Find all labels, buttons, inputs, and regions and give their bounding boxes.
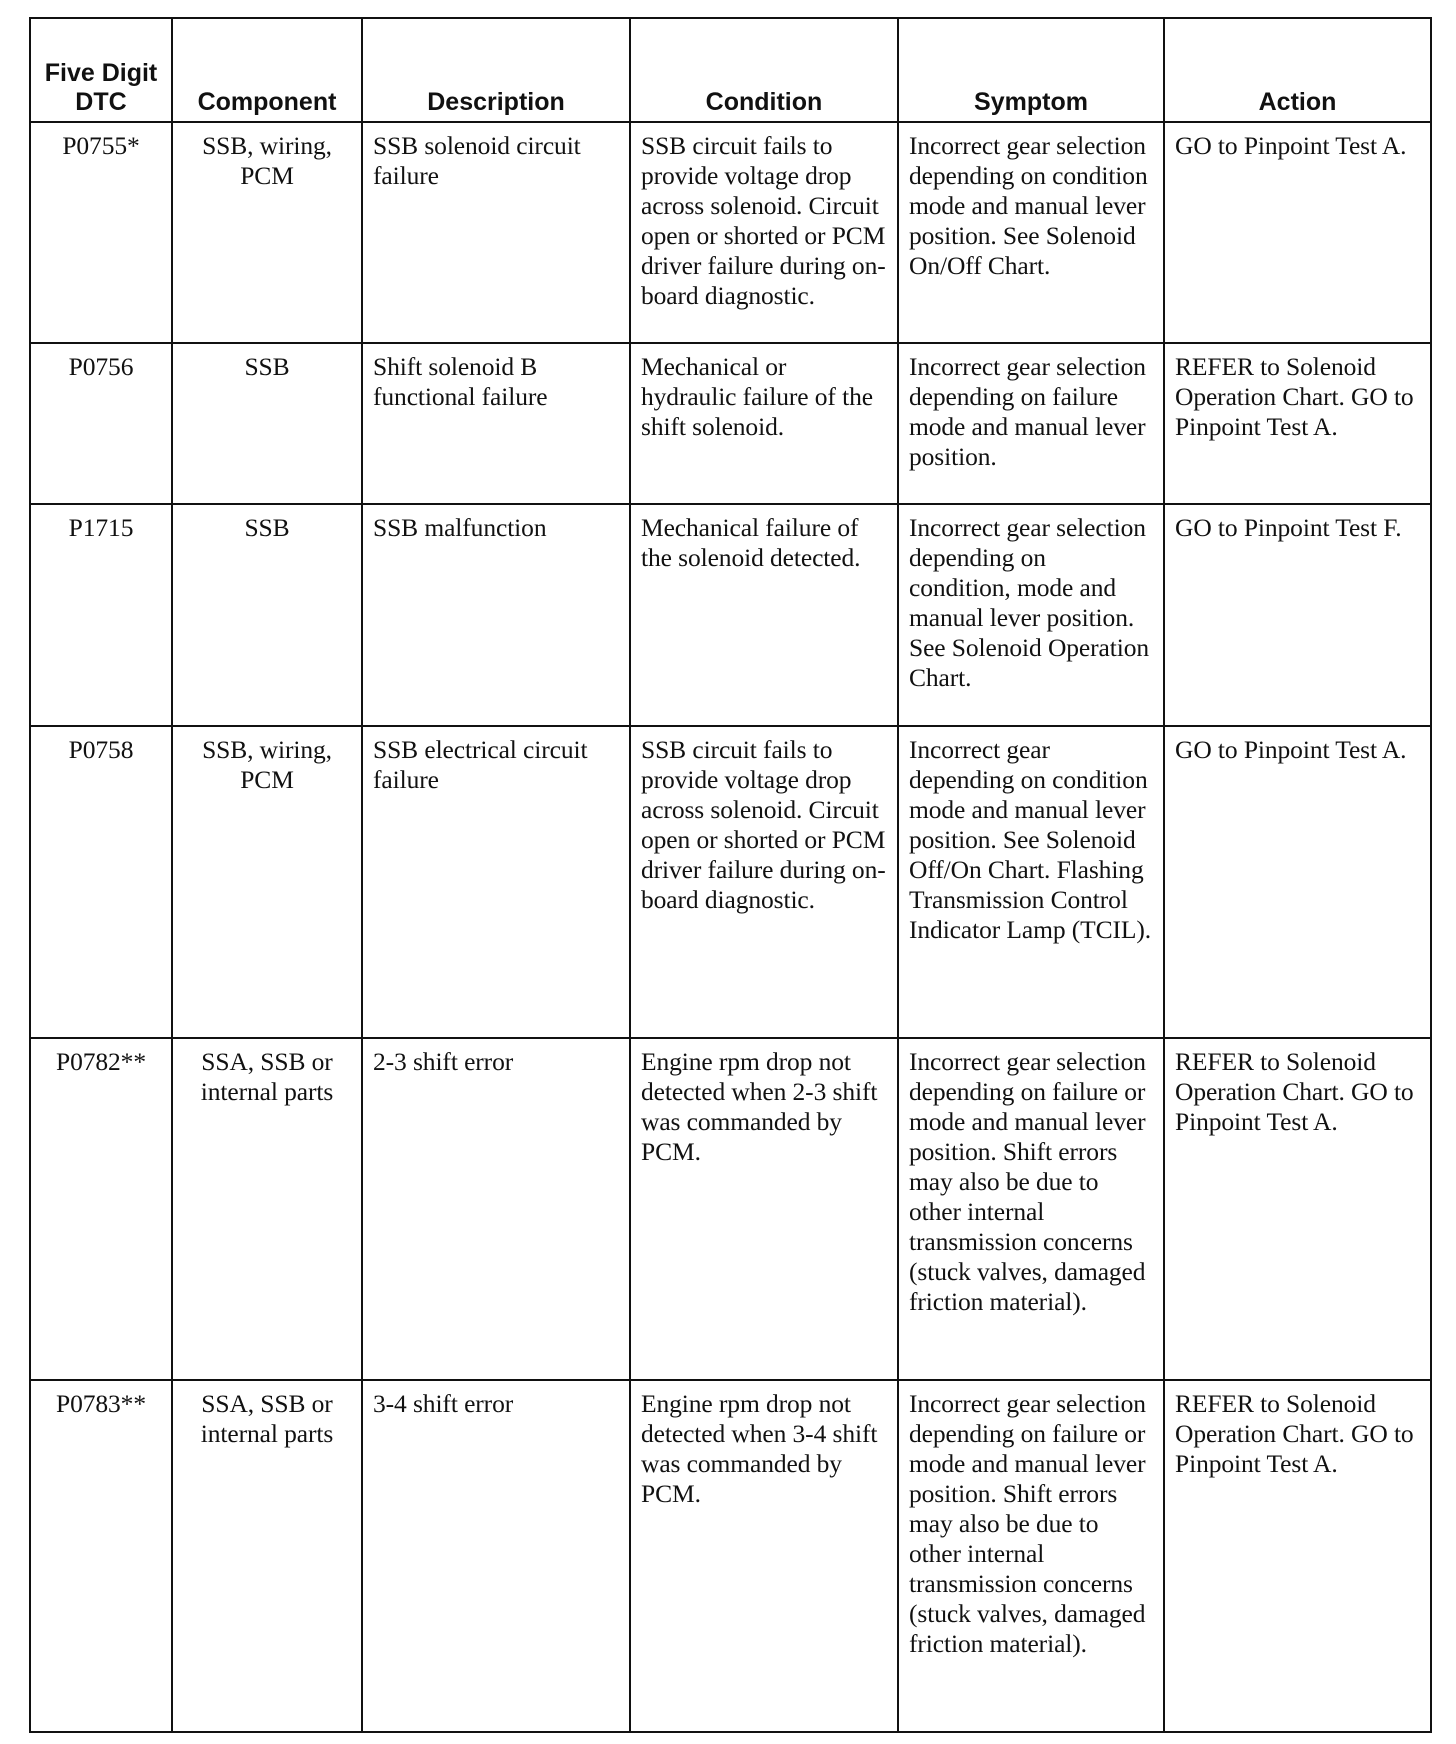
dtc-code-cell: P0782** xyxy=(30,1038,172,1380)
description-cell: SSB electrical circuit failure xyxy=(362,726,630,1038)
symptom-cell: Incorrect gear selection depending on failure or mode and manual lever position. Shift errors may also be due to other internal transmission concerns (stuck valves, damaged friction material). xyxy=(898,1038,1164,1380)
component-cell: SSB, wiring, PCM xyxy=(172,122,362,343)
action-cell: REFER to Solenoid Operation Chart. GO to Pinpoint Test A. xyxy=(1164,1380,1431,1732)
dtc-code-cell: P1715 xyxy=(30,504,172,726)
component-cell: SSB xyxy=(172,504,362,726)
table-row xyxy=(30,122,1431,343)
header-dtc: Five Digit DTC xyxy=(30,18,172,122)
description-cell: SSB solenoid circuit failure xyxy=(362,122,630,343)
condition-cell: SSB circuit fails to provide voltage drop across solenoid. Circuit open or shorted or PCM driver failure during on-board diagnostic. xyxy=(630,122,898,343)
component-cell: SSA, SSB or internal parts xyxy=(172,1380,362,1732)
action-cell: REFER to Solenoid Operation Chart. GO to Pinpoint Test A. xyxy=(1164,343,1431,504)
header-row xyxy=(30,18,1431,122)
header-component: Component xyxy=(172,18,362,122)
condition-cell: Mechanical or hydraulic failure of the shift solenoid. xyxy=(630,343,898,504)
header-description: Description xyxy=(362,18,630,122)
action-cell: GO to Pinpoint Test F. xyxy=(1164,504,1431,726)
dtc-code-cell: P0758 xyxy=(30,726,172,1038)
symptom-cell: Incorrect gear selection depending on condition mode and manual lever position. See Solenoid On/Off Chart. xyxy=(898,122,1164,343)
dtc-code-cell: P0756 xyxy=(30,343,172,504)
table-row xyxy=(30,343,1431,504)
condition-cell: Engine rpm drop not detected when 3-4 shift was commanded by PCM. xyxy=(630,1380,898,1732)
condition-cell: Mechanical failure of the solenoid detected. xyxy=(630,504,898,726)
dtc-table xyxy=(29,17,1432,1733)
action-cell: REFER to Solenoid Operation Chart. GO to Pinpoint Test A. xyxy=(1164,1038,1431,1380)
description-cell: 3-4 shift error xyxy=(362,1380,630,1732)
component-cell: SSB, wiring, PCM xyxy=(172,726,362,1038)
header-symptom: Symptom xyxy=(898,18,1164,122)
symptom-cell: Incorrect gear selection depending on failure or mode and manual lever position. Shift errors may also be due to other internal transmission concerns (stuck valves, damaged friction material). xyxy=(898,1380,1164,1732)
description-cell: Shift solenoid B functional failure xyxy=(362,343,630,504)
component-cell: SSB xyxy=(172,343,362,504)
header-condition: Condition xyxy=(630,18,898,122)
dtc-code-cell: P0783** xyxy=(30,1380,172,1732)
symptom-cell: Incorrect gear depending on condition mode and manual lever position. See Solenoid Off/On Chart. Flashing Transmission Control Indicator Lamp (TCIL). xyxy=(898,726,1164,1038)
condition-cell: SSB circuit fails to provide voltage drop across solenoid. Circuit open or shorted or PCM driver failure during on-board diagnostic. xyxy=(630,726,898,1038)
symptom-cell: Incorrect gear selection depending on condition, mode and manual lever position. See Solenoid Operation Chart. xyxy=(898,504,1164,726)
description-cell: SSB malfunction xyxy=(362,504,630,726)
component-cell: SSA, SSB or internal parts xyxy=(172,1038,362,1380)
condition-cell: Engine rpm drop not detected when 2-3 shift was commanded by PCM. xyxy=(630,1038,898,1380)
table-row xyxy=(30,726,1431,1038)
header-action: Action xyxy=(1164,18,1431,122)
description-cell: 2-3 shift error xyxy=(362,1038,630,1380)
action-cell: GO to Pinpoint Test A. xyxy=(1164,122,1431,343)
table-row xyxy=(30,1038,1431,1380)
table-row xyxy=(30,1380,1431,1732)
dtc-code-cell: P0755* xyxy=(30,122,172,343)
table-row xyxy=(30,504,1431,726)
symptom-cell: Incorrect gear selection depending on failure mode and manual lever position. xyxy=(898,343,1164,504)
action-cell: GO to Pinpoint Test A. xyxy=(1164,726,1431,1038)
